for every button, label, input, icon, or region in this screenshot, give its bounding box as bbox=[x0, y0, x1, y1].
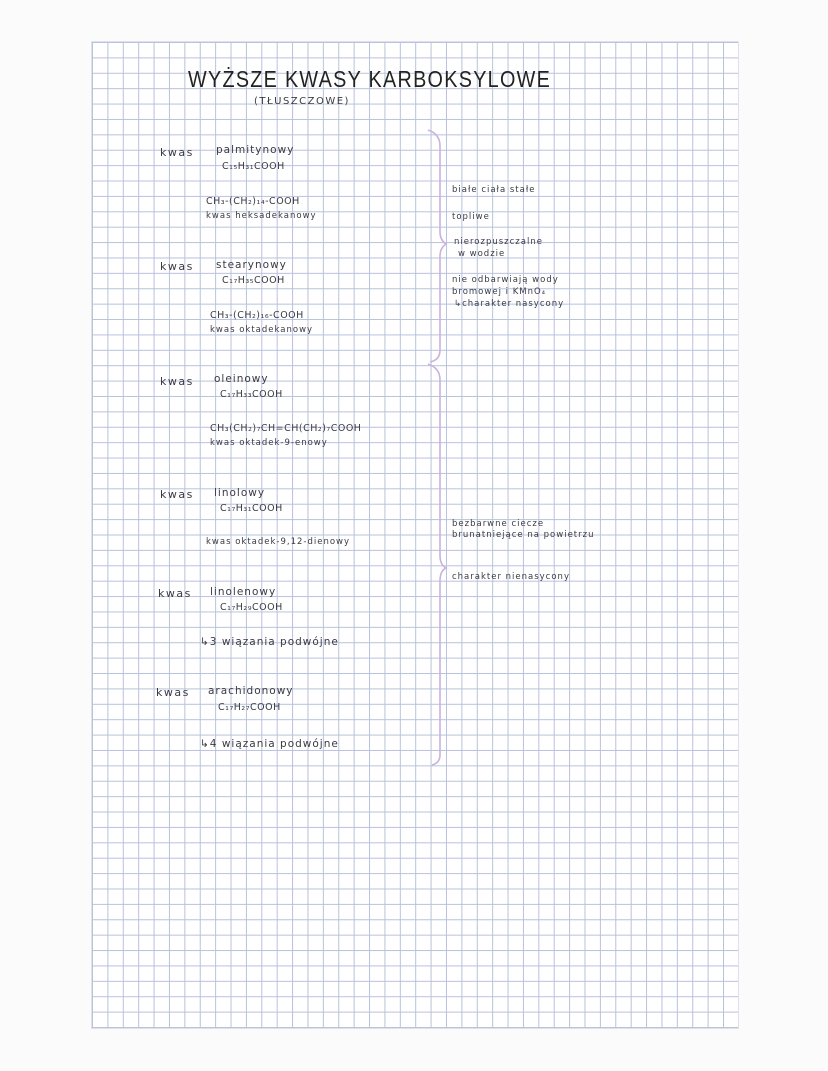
property-text: topliwe bbox=[452, 212, 490, 222]
property-text: nie odbarwiają wody bbox=[452, 275, 559, 285]
acid-label: kwas bbox=[156, 686, 190, 699]
acid-formula: C₁₅H₃₁COOH bbox=[222, 161, 285, 172]
acid-formula: C₁₇H₃₃COOH bbox=[220, 389, 283, 400]
acid-systematic-name: kwas oktadekanowy bbox=[210, 325, 314, 335]
acid-systematic-name: kwas oktadek-9,12-dienowy bbox=[206, 537, 351, 547]
page-subtitle: (TŁUSZCZOWE) bbox=[254, 96, 350, 107]
acid-name: palmitynowy bbox=[216, 144, 295, 156]
acid-label: kwas bbox=[160, 146, 194, 159]
property-text: charakter nienasycony bbox=[452, 572, 570, 582]
acid-systematic-name: kwas oktadek-9-enowy bbox=[210, 438, 328, 448]
property-text: w wodzie bbox=[458, 249, 506, 259]
acid-structure: CH₃-(CH₂)₁₆-COOH bbox=[210, 310, 304, 321]
unsaturated-group-bracket bbox=[428, 364, 446, 765]
acid-name: stearynowy bbox=[216, 259, 287, 271]
property-text: brunatniejące na powietrzu bbox=[452, 530, 595, 540]
property-text: nierozpuszczalne bbox=[454, 237, 543, 247]
acid-formula: C₁₇H₂₇COOH bbox=[218, 702, 281, 713]
acid-name: oleinowy bbox=[214, 373, 269, 385]
acid-name: linolenowy bbox=[210, 586, 277, 598]
double-bond-note: ↳3 wiązania podwójne bbox=[200, 636, 339, 648]
acid-label: kwas bbox=[158, 587, 192, 600]
acid-formula: C₁₇H₂₉COOH bbox=[220, 602, 283, 613]
acid-structure: CH₃(CH₂)₇CH=CH(CH₂)₇COOH bbox=[210, 423, 362, 434]
property-text: ↳charakter nasycony bbox=[454, 299, 565, 309]
double-bond-note: ↳4 wiązania podwójne bbox=[200, 738, 339, 750]
acid-formula: C₁₇H₃₁COOH bbox=[220, 503, 283, 514]
acid-name: arachidonowy bbox=[208, 685, 294, 697]
property-text: białe ciała stałe bbox=[452, 185, 536, 195]
property-text: bromowej i KMnO₄ bbox=[452, 287, 547, 297]
acid-systematic-name: kwas heksadekanowy bbox=[206, 211, 317, 221]
acid-name: linolowy bbox=[214, 487, 266, 499]
acid-structure: CH₃-(CH₂)₁₄-COOH bbox=[206, 196, 300, 207]
saturated-group-bracket bbox=[428, 130, 446, 362]
property-text: bezbarwne ciecze bbox=[452, 519, 545, 529]
acid-formula: C₁₇H₃₅COOH bbox=[222, 275, 285, 286]
acid-label: kwas bbox=[160, 488, 194, 501]
page-title: WYŻSZE KWASY KARBOKSYLOWE bbox=[188, 66, 552, 92]
acid-label: kwas bbox=[160, 260, 194, 273]
acid-label: kwas bbox=[160, 375, 194, 388]
